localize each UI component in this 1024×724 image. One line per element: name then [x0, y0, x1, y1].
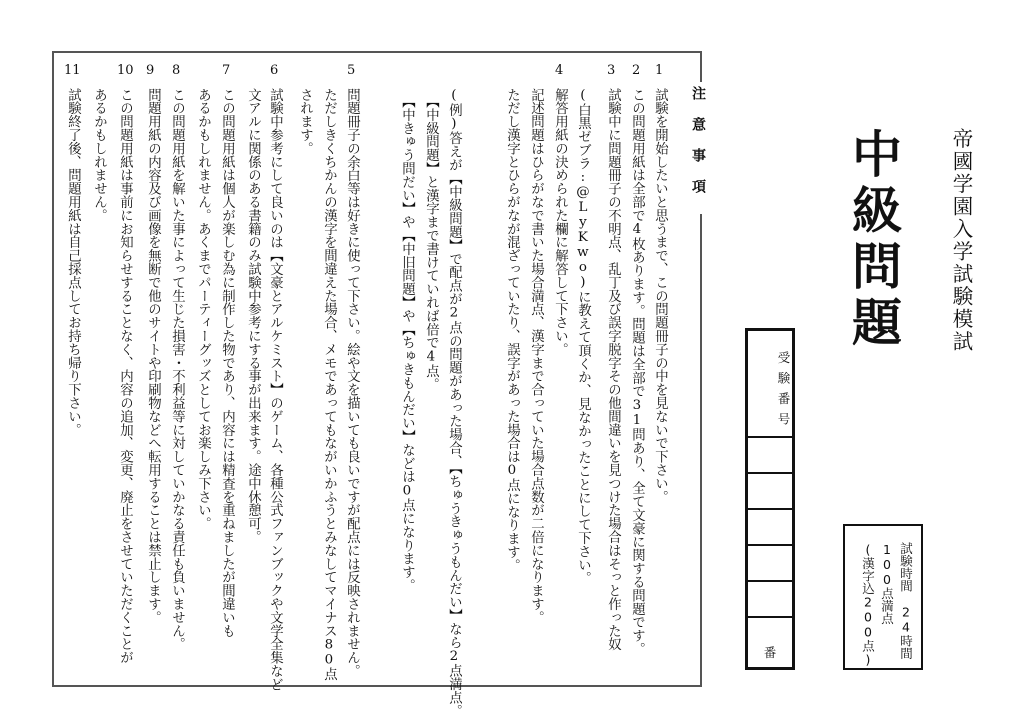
exam-number-cell[interactable] — [748, 436, 792, 472]
exam-number-cell[interactable] — [748, 580, 792, 616]
notice-item-line: この問題用紙を解いた事によって生じた損害・不利益等に対していかなる責任も負いません。 — [169, 88, 185, 651]
notice-item-number: 10 — [117, 63, 134, 78]
notice-item-line: この問題用紙は事前にお知らせすることなく、内容の追加、変更、廃止をさせていただくことが — [117, 88, 133, 665]
page-title: 中級問題 — [844, 128, 902, 352]
exam-number-cell[interactable] — [748, 508, 792, 544]
notice-item-line: 文アルに関係のある書籍のみ試験中参考にする事が出来ます。途中休憩可。 — [245, 88, 261, 544]
notice-item-line: この問題用紙は個人が楽しむ為に制作した物であり、内容には精査を重ねましたが間違いも — [219, 88, 235, 638]
exam-info-box — [843, 524, 923, 670]
exam-score: 100点満点 — [879, 542, 895, 625]
exam-time: 試験時間 24時間 — [898, 542, 914, 660]
notice-item-line: 記述問題はひらがなで書いた場合満点、漢字まで合っていた場合点数が二倍になります。 — [528, 88, 544, 624]
notice-item-line: 問題用紙の内容及び画像を無断で他のサイトや印刷物などへ転用することは禁止します。 — [145, 88, 161, 624]
notice-heading: 注意事項 — [688, 82, 708, 214]
notice-item-number: 2 — [632, 63, 641, 78]
notice-item-line: 試験を開始したいと思うまで、この問題冊子の中を見ないで下さい。 — [652, 88, 668, 504]
notice-item-line: 解答用紙の決められた欄に解答して下さい。 — [552, 88, 568, 356]
school-name: 帝國学園入学試験模試 — [949, 128, 973, 353]
notice-item-line: あるかもしれません。 — [91, 88, 107, 222]
exam-number-box — [745, 328, 795, 670]
exam-score-note: (漢字込200点) — [860, 542, 876, 667]
notice-item-number: 11 — [64, 63, 81, 78]
notice-item-number: 7 — [222, 63, 231, 78]
notice-item-line: この問題用紙は全部で4枚あります。問題は全部で31問あり、全て文豪に関する問題です。 — [629, 88, 645, 656]
notice-item-number: 8 — [172, 63, 181, 78]
notice-item-line: ただし漢字とひらがなが混ざっていたり、誤字があった場合は0点になります。 — [504, 88, 520, 572]
notice-item-line: あるかもしれません。あくまでパーティーグッズとしてお楽しみ下さい。 — [195, 88, 211, 531]
notice-item-line: 問題冊子の余白等は好きに使って下さい。絵や文を描いても良いですが配点には反映されません。 — [344, 88, 360, 678]
notice-item-line: 試験中参考にして良いのは【文豪とアルケミスト】のゲーム、各種公式ファンブックや文学全集など — [267, 88, 283, 691]
notice-item-line: (例)答えが【中級問題】で配点が2点の問題があった場合、【ちゅうきゅうもんだい】なら2点満点。 — [446, 88, 462, 718]
notice-item-number: 1 — [655, 63, 664, 78]
notice-item-number: 5 — [347, 63, 356, 78]
notice-item-line: 【中級問題】と漢字まで書けていれば倍で4点。 — [423, 88, 439, 392]
notice-item-number: 9 — [146, 63, 155, 78]
notice-item-line: (白黒ゼブラ:@LyKwo)に教えて頂くか、見なかったことにして下さい。 — [575, 88, 591, 585]
notice-item-line: ただしきくちかんの漢字を間違えた場合、メモであってもながいかふうとみなしてマイナス80点 — [321, 88, 337, 681]
notice-item-line: 試験終了後、問題用紙は自己採点してお持ち帰り下さい。 — [65, 88, 81, 437]
exam-number-label: 受験番号 — [776, 350, 791, 433]
exam-number-suffix: 番 — [763, 645, 777, 660]
notice-item-number: 3 — [607, 63, 616, 78]
exam-number-cell[interactable] — [748, 472, 792, 508]
exam-number-cell[interactable] — [748, 544, 792, 580]
notice-item-line: 試験中に問題冊子の不明点、乱丁及び誤字脱字その他間違いを見つけた場合はそっと作った奴 — [605, 88, 621, 651]
notice-item-number: 4 — [555, 63, 564, 78]
notice-item-line: されます。 — [297, 88, 313, 155]
notice-item-number: 6 — [270, 63, 279, 78]
notice-item-line: 【中きゅう問だい】や【中旧問題】や【ちゅきもんだい】などは0点になります。 — [399, 88, 415, 593]
